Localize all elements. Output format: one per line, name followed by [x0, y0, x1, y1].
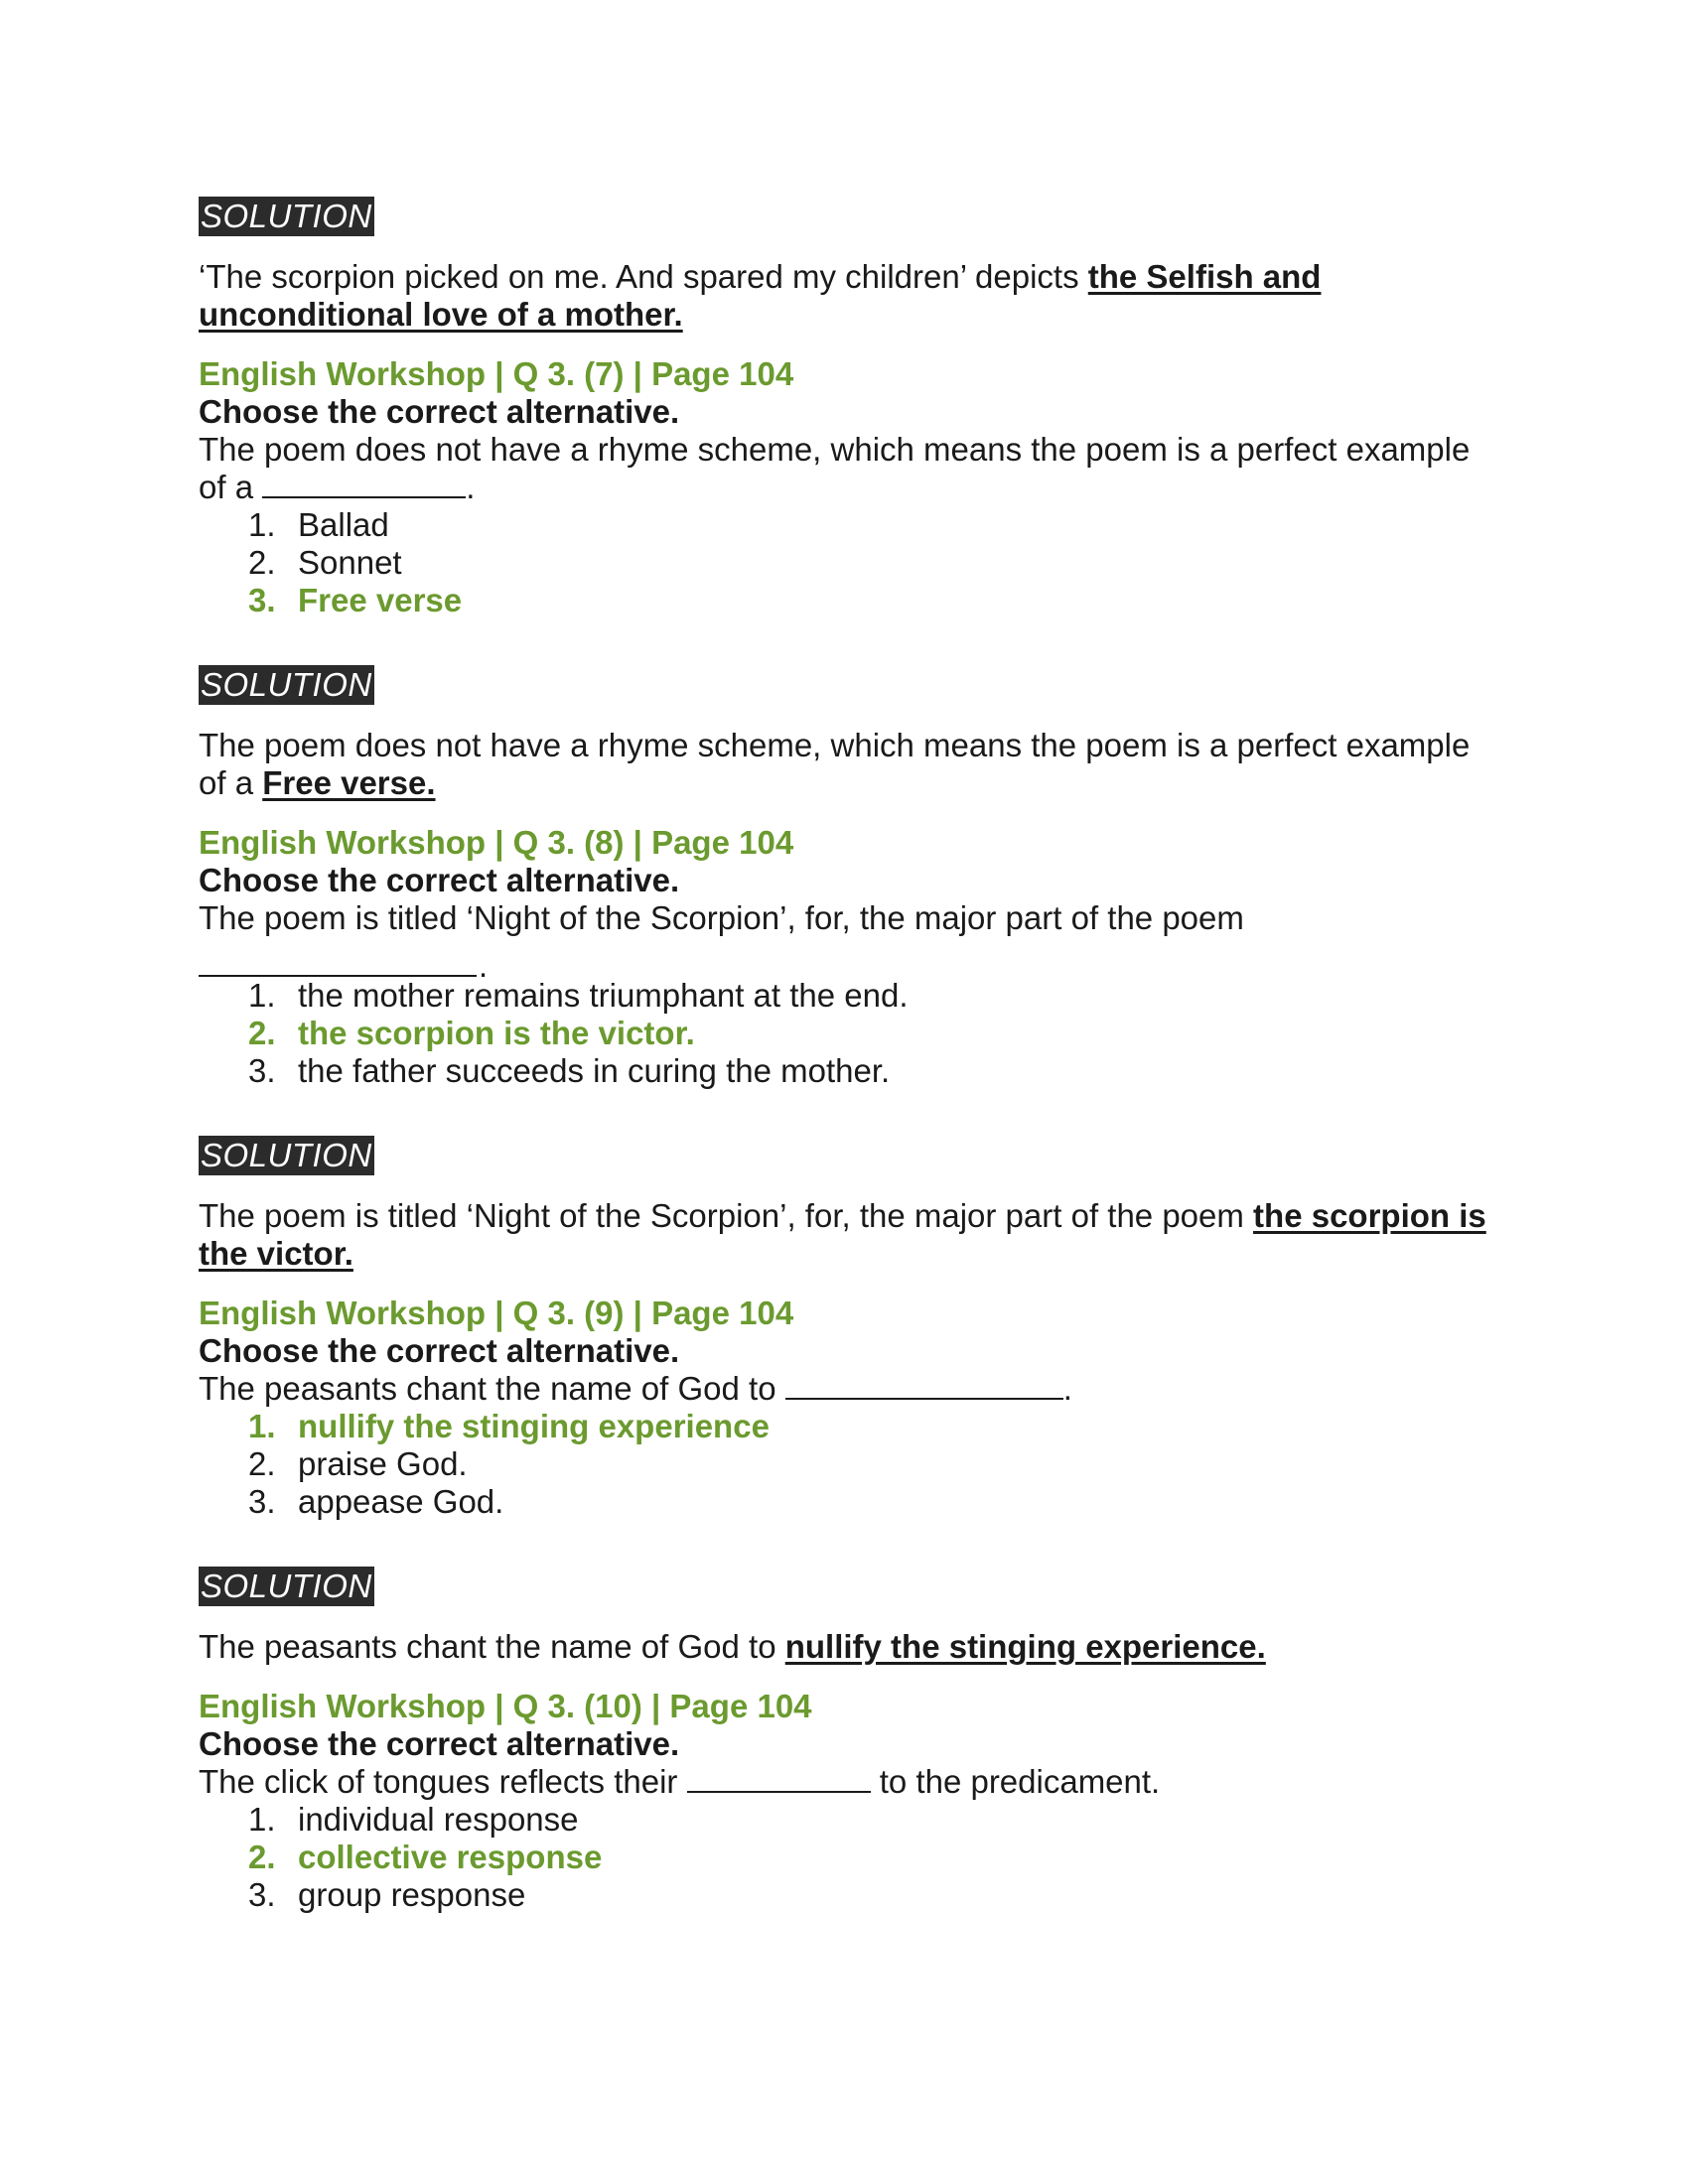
option-item — [248, 1483, 1489, 1521]
solution-prefix: The poem does not have a rhyme scheme, which means the poem is a perfect example of a — [199, 727, 1471, 801]
option-number: 3. — [248, 582, 276, 618]
option-text: nullify the stinging experience — [298, 1408, 770, 1444]
option-number: 2. — [248, 544, 276, 581]
question-block — [199, 824, 1489, 1273]
solution-text — [199, 258, 1489, 334]
document-page — [199, 197, 1489, 1914]
option-number: 2. — [248, 1839, 276, 1875]
option-number: 1. — [248, 506, 276, 543]
solution-answer: nullify the stinging experience. — [784, 1628, 1266, 1665]
question-instruction: Choose the correct alternative. — [199, 1725, 680, 1762]
question-suffix: . — [479, 947, 489, 984]
answer-blank — [687, 1765, 871, 1793]
solution-prefix: ‘The scorpion picked on me. And spared my children’ depicts — [199, 258, 1088, 295]
question-block — [199, 1688, 1489, 1914]
option-item — [248, 1052, 1489, 1090]
option-item-correct — [248, 1015, 1489, 1052]
option-text: Ballad — [298, 506, 389, 543]
question-heading: English Workshop | Q 3. (8) | Page 104 — [199, 824, 794, 861]
question-suffix: to the predicament. — [870, 1763, 1161, 1800]
solution-prefix: The poem is titled ‘Night of the Scorpion’, for, the major part of the poem — [199, 1197, 1254, 1234]
question-prefix: The poem does not have a rhyme scheme, which means the poem is a perfect example of a — [199, 431, 1471, 505]
options-list — [199, 506, 1489, 619]
option-text: appease God. — [298, 1483, 504, 1520]
question-text — [199, 1763, 1489, 1801]
option-text: praise God. — [298, 1445, 468, 1482]
question-text — [199, 431, 1489, 506]
option-item — [248, 544, 1489, 582]
solution-label: SOLUTION — [201, 1137, 372, 1173]
options-list — [199, 1801, 1489, 1914]
question-suffix: . — [1062, 1370, 1072, 1407]
option-number: 1. — [248, 1408, 276, 1444]
option-item — [248, 1876, 1489, 1914]
question-heading: English Workshop | Q 3. (7) | Page 104 — [199, 355, 794, 392]
solution-label: SOLUTION — [201, 1568, 372, 1604]
solution-answer: the Selfish and unconditional love of a mother. — [199, 258, 1322, 333]
option-text: group response — [298, 1876, 526, 1913]
question-text: The poem is titled ‘Night of the Scorpion’, for, the major part of the poem — [199, 899, 1244, 936]
option-number: 2. — [248, 1445, 276, 1482]
option-text: the scorpion is the victor. — [298, 1015, 695, 1051]
answer-blank — [785, 1372, 1063, 1400]
option-item-correct — [248, 582, 1489, 619]
solution-prefix: The peasants chant the name of God to — [199, 1628, 785, 1665]
option-number: 1. — [248, 1801, 276, 1838]
answer-blank — [199, 937, 489, 984]
solution-label: SOLUTION — [201, 198, 372, 234]
solution-text — [199, 1628, 1489, 1666]
option-number: 3. — [248, 1052, 276, 1089]
question-instruction: Choose the correct alternative. — [199, 393, 680, 430]
solution-answer: Free verse. — [262, 764, 436, 801]
options-list — [199, 1408, 1489, 1521]
option-item-correct — [248, 1408, 1489, 1445]
question-block — [199, 1295, 1489, 1666]
option-text: the father succeeds in curing the mother. — [298, 1052, 891, 1089]
question-heading: English Workshop | Q 3. (9) | Page 104 — [199, 1295, 794, 1331]
solution-answer: the scorpion is the victor. — [199, 1197, 1486, 1272]
option-item — [248, 977, 1489, 1015]
options-list — [199, 977, 1489, 1090]
question-prefix: The click of tongues reflects their — [199, 1763, 687, 1800]
option-item — [248, 1801, 1489, 1839]
option-item — [248, 506, 1489, 544]
question-instruction: Choose the correct alternative. — [199, 862, 680, 898]
option-number: 2. — [248, 1015, 276, 1051]
option-text: individual response — [298, 1801, 579, 1838]
option-item — [248, 1445, 1489, 1483]
option-text: Sonnet — [298, 544, 402, 581]
question-prefix: The peasants chant the name of God to — [199, 1370, 785, 1407]
solution-label: SOLUTION — [201, 666, 372, 703]
option-text: Free verse — [298, 582, 463, 618]
solution-text — [199, 1197, 1489, 1273]
question-heading: English Workshop | Q 3. (10) | Page 104 — [199, 1688, 812, 1724]
option-number: 3. — [248, 1876, 276, 1913]
solution-block — [199, 197, 1489, 334]
question-block — [199, 355, 1489, 802]
question-instruction: Choose the correct alternative. — [199, 1332, 680, 1369]
option-number: 1. — [248, 977, 276, 1014]
question-text — [199, 1370, 1489, 1408]
answer-blank — [262, 471, 466, 498]
solution-text — [199, 727, 1489, 802]
option-text: collective response — [298, 1839, 603, 1875]
option-number: 3. — [248, 1483, 276, 1520]
question-suffix: . — [466, 469, 476, 505]
option-item-correct — [248, 1839, 1489, 1876]
option-text: the mother remains triumphant at the end. — [298, 977, 909, 1014]
